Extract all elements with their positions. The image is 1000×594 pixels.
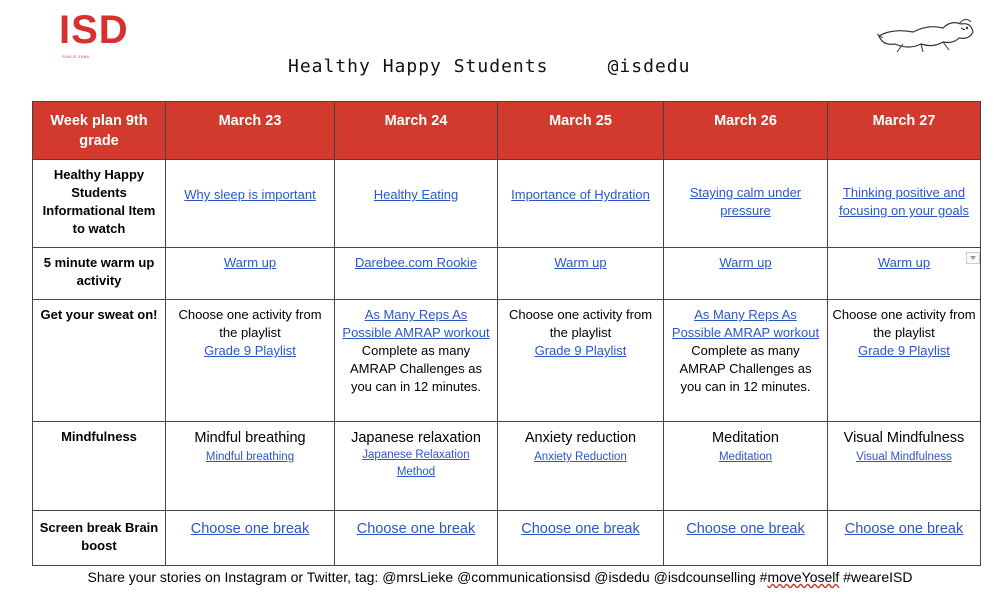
cell-sweat-mar25: [498, 300, 664, 422]
link-choose-break[interactable]: Choose one break: [190, 521, 310, 537]
cell-mind-mar25: [498, 422, 664, 511]
header-march-23: March 23: [166, 102, 335, 160]
link-warm-up[interactable]: Warm up: [877, 255, 931, 270]
link-japanese-relaxation[interactable]: Japanese Relaxation Method: [362, 449, 470, 478]
cell-break-mar23: [166, 511, 335, 566]
link-hydration[interactable]: Importance of Hydration: [511, 187, 650, 202]
link-choose-break[interactable]: Choose one break: [356, 521, 476, 537]
link-sleep[interactable]: Why sleep is important: [184, 187, 316, 202]
cell-break-mar24: [335, 511, 498, 566]
footer-misspelled-tag: moveYoself: [767, 569, 840, 585]
cell-mind-mar23: [166, 422, 335, 511]
link-mindful-breathing[interactable]: Mindful breathing: [205, 451, 295, 463]
cell-mind-mar26: [664, 422, 828, 511]
link-choose-break[interactable]: Choose one break: [844, 521, 964, 537]
row-label-warmup: 5 minute warm up activity: [33, 248, 166, 300]
cell-warmup-mar26: [664, 248, 828, 300]
link-grade9-playlist[interactable]: Grade 9 Playlist: [534, 343, 627, 358]
amrap-text: Complete as many AMRAP Challenges as you can in 12 minutes.: [350, 343, 482, 394]
choose-activity-text: Choose one activity from the playlist: [832, 307, 976, 340]
row-label-mindfulness: Mindfulness: [33, 422, 166, 511]
table-row: [33, 248, 981, 300]
table-row: [33, 160, 981, 248]
cell-info-mar23: [166, 160, 335, 248]
header-march-27: March 27: [828, 102, 981, 160]
footer-tail: #weareISD: [839, 569, 913, 585]
amrap-text: Complete as many AMRAP Challenges as you can in 12 minutes.: [679, 343, 812, 394]
header-march-24: March 24: [335, 102, 498, 160]
link-staying-calm[interactable]: Staying calm under pressure: [689, 185, 802, 218]
link-amrap-workout[interactable]: As Many Reps As Possible AMRAP workout: [342, 307, 490, 340]
link-grade9-playlist[interactable]: Grade 9 Playlist: [858, 343, 950, 358]
link-amrap-workout[interactable]: As Many Reps As Possible AMRAP workout: [671, 307, 820, 340]
cell-break-mar25: [498, 511, 664, 566]
cell-sweat-mar24: [335, 300, 498, 422]
row-label-screen-break: Screen break Brain boost: [33, 511, 166, 566]
header-march-26: March 26: [664, 102, 828, 160]
mind-title: Anxiety reduction: [524, 430, 637, 446]
footer-share-text: [0, 569, 1000, 585]
link-darebee-rookie[interactable]: Darebee.com Rookie: [354, 255, 478, 270]
cell-mind-mar24: [335, 422, 498, 511]
cell-warmup-mar24: [335, 248, 498, 300]
link-visual-mindfulness[interactable]: Visual Mindfulness: [856, 451, 952, 463]
link-warm-up[interactable]: Warm up: [223, 255, 277, 270]
isd-logo-subtitle: SINCE 1988: [62, 54, 90, 59]
header-week-plan: Week plan 9th grade: [33, 102, 166, 160]
cell-warmup-mar25: [498, 248, 664, 300]
link-meditation[interactable]: Meditation: [718, 451, 773, 463]
link-anxiety-reduction[interactable]: Anxiety Reduction: [534, 451, 627, 463]
cell-info-mar26: [664, 160, 828, 248]
choose-activity-text: Choose one activity from the playlist: [508, 307, 653, 340]
cell-warmup-mar23: [166, 248, 335, 300]
cell-info-mar24: [335, 160, 498, 248]
mind-title: Japanese relaxation: [351, 430, 481, 446]
week-plan-table: [32, 101, 981, 566]
row-label-info: Healthy Happy Students Informational Item to watch: [33, 160, 166, 248]
mind-title: Meditation: [712, 430, 779, 446]
header-row: [33, 102, 981, 160]
choose-activity-text: Choose one activity from the playlist: [178, 307, 322, 340]
cell-mind-mar27: [828, 422, 981, 511]
isd-logo: ISD: [59, 8, 129, 52]
footer-text: Share your stories on Instagram or Twitter, tag: @mrsLieke @communicationsisd @isdedu @isdcounselling #: [87, 569, 768, 585]
cell-sweat-mar23: [166, 300, 335, 422]
mind-title: Mindful breathing: [194, 430, 306, 446]
link-healthy-eating[interactable]: Healthy Eating: [373, 187, 459, 202]
table-row: [33, 511, 981, 566]
cell-dropdown-arrow-icon[interactable]: [966, 252, 980, 264]
link-choose-break[interactable]: Choose one break: [686, 521, 805, 537]
cell-info-mar27: [828, 160, 981, 248]
cell-break-mar26: [664, 511, 828, 566]
cell-break-mar27: [828, 511, 981, 566]
page-title: Healthy Happy Students @isdedu: [288, 56, 691, 77]
link-warm-up[interactable]: Warm up: [554, 255, 607, 270]
table-row: [33, 300, 981, 422]
link-warm-up[interactable]: Warm up: [719, 255, 772, 270]
header-march-25: March 25: [498, 102, 664, 160]
link-grade9-playlist[interactable]: Grade 9 Playlist: [204, 343, 296, 358]
cell-info-mar25: [498, 160, 664, 248]
link-choose-break[interactable]: Choose one break: [521, 521, 640, 537]
cell-sweat-mar26: [664, 300, 828, 422]
cell-sweat-mar27: [828, 300, 981, 422]
link-thinking-positive[interactable]: Thinking positive and focusing on your goals: [838, 185, 970, 218]
table-row: [33, 422, 981, 511]
cell-warmup-mar27: [828, 248, 981, 300]
mind-title: Visual Mindfulness: [843, 430, 965, 446]
row-label-sweat: Get your sweat on!: [33, 300, 166, 422]
lion-mascot-icon: [873, 14, 979, 54]
